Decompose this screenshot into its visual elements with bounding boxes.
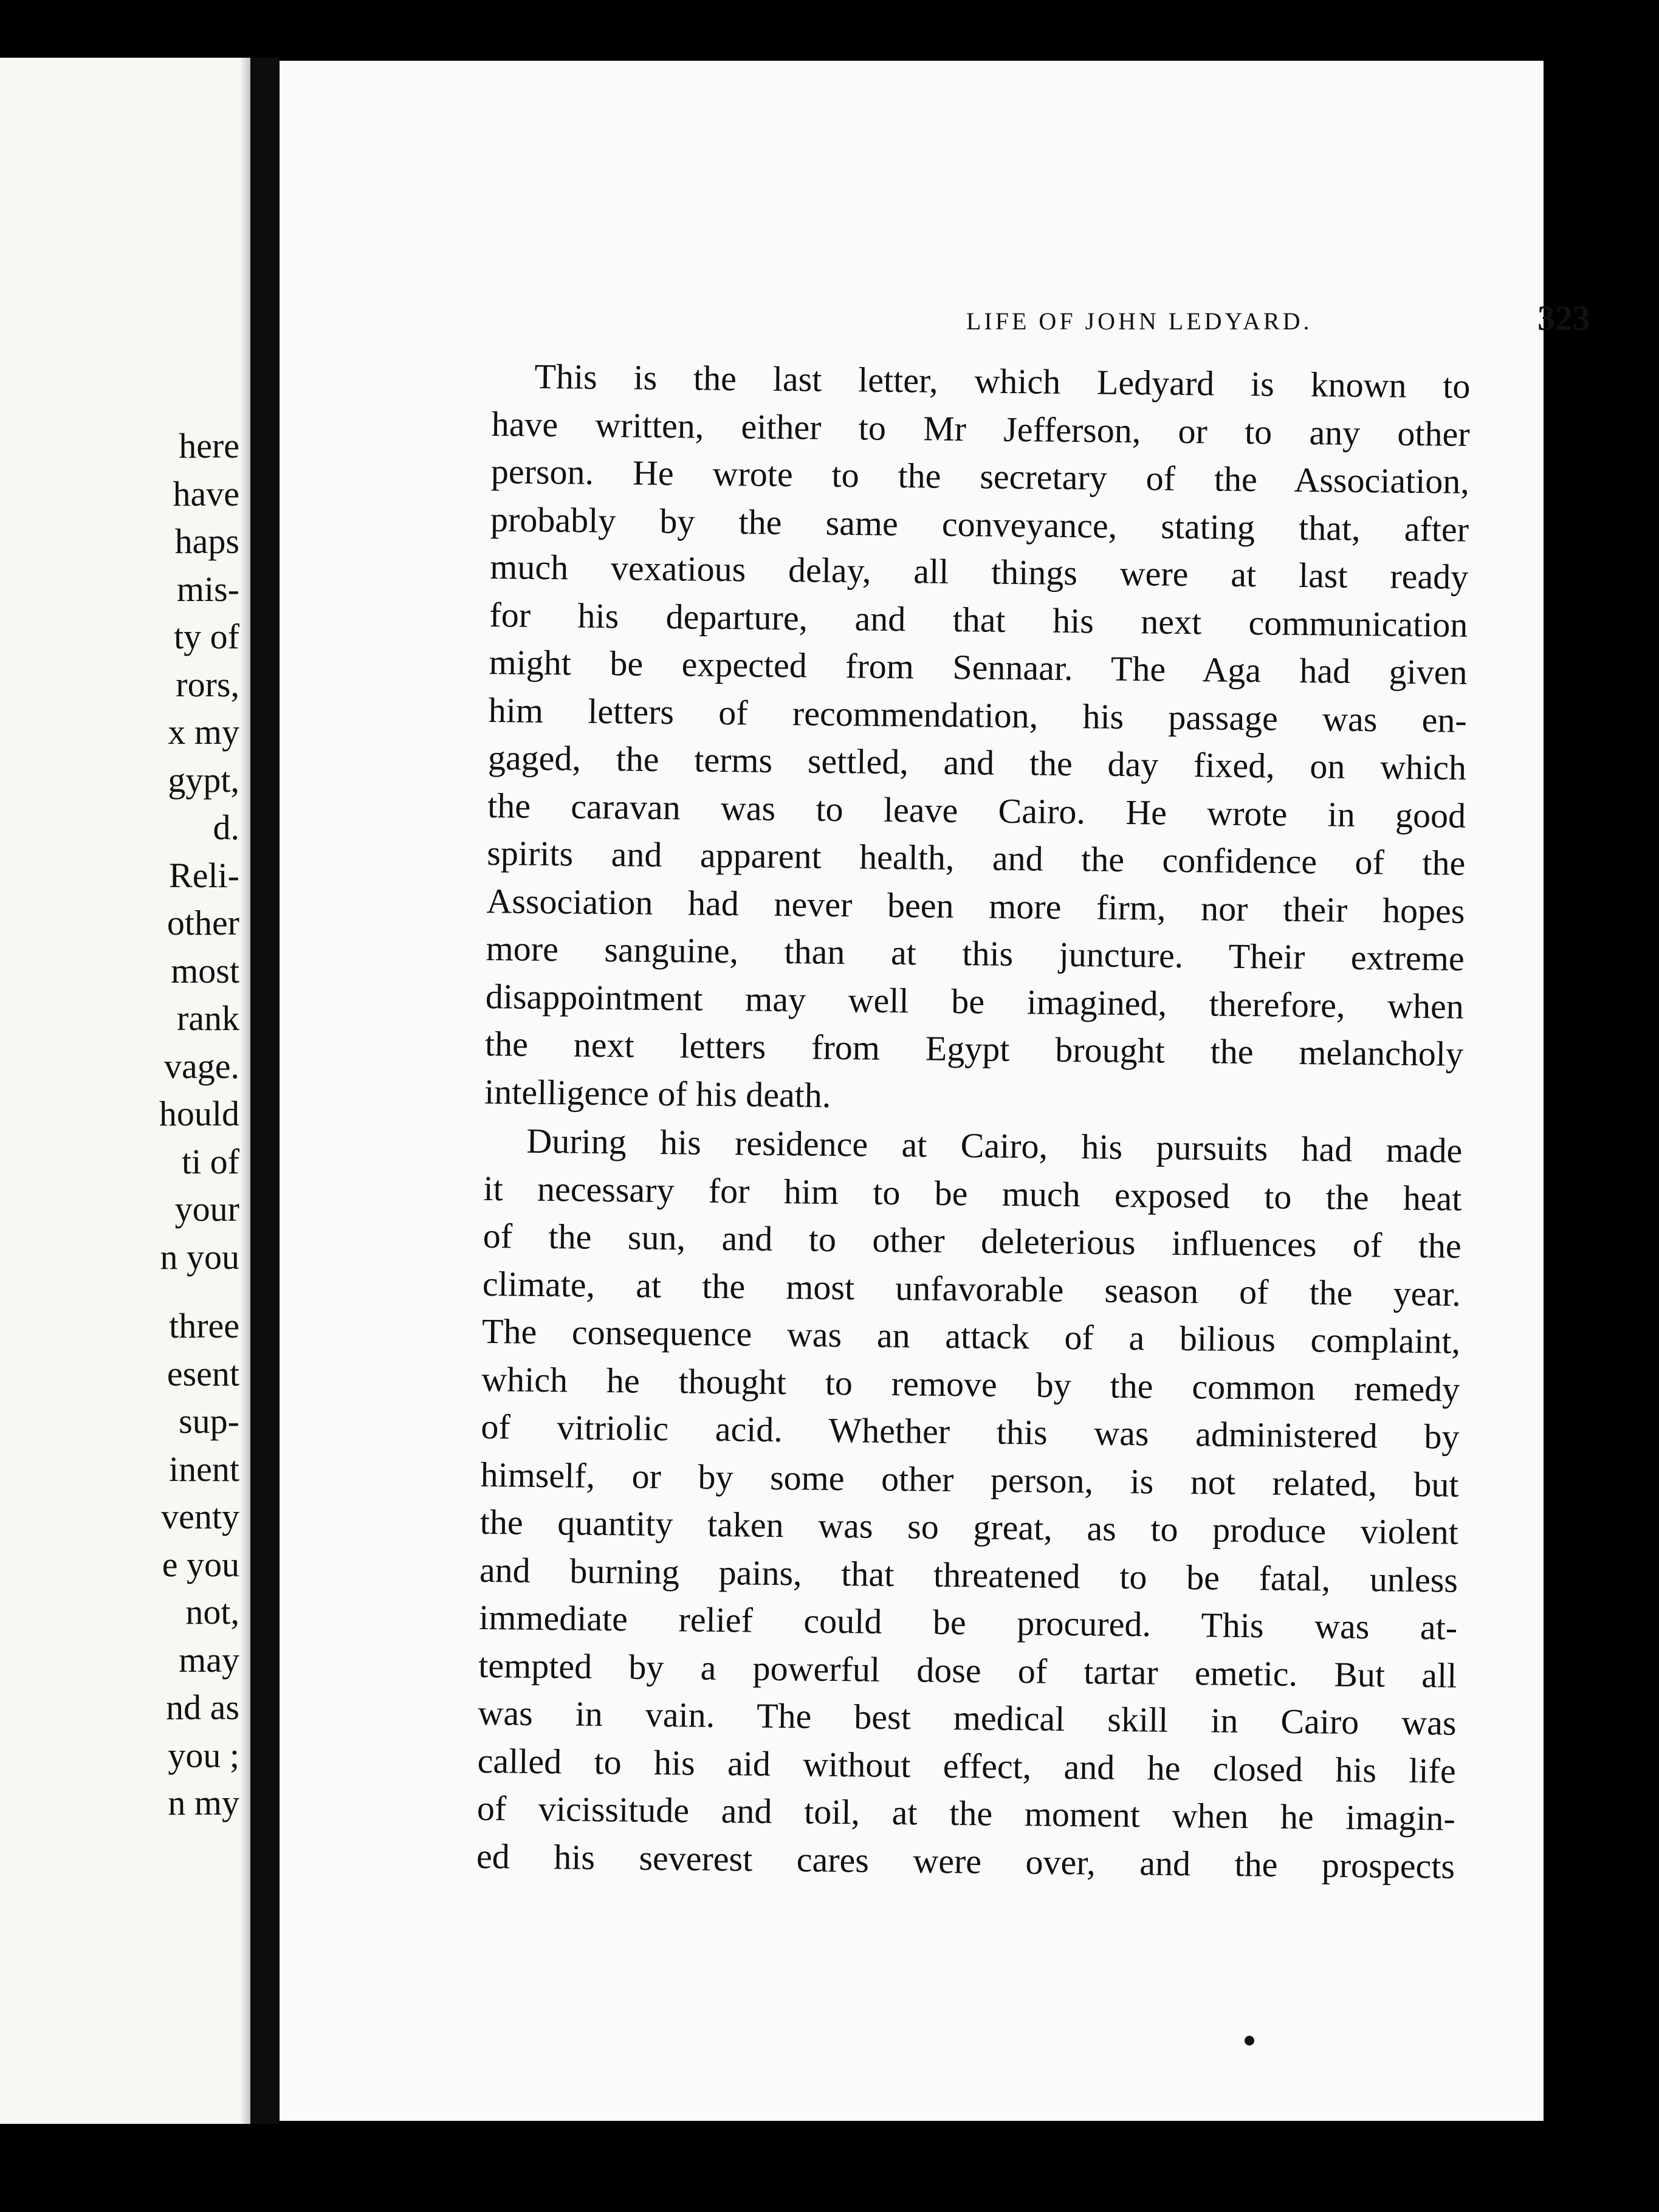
body-text: [476, 352, 1471, 1891]
ink-speck: [1245, 2036, 1254, 2045]
text-line: Association had never been more firm, nor their hopes: [486, 881, 1465, 931]
text-line: During his residence at Cairo, his pursuits had made: [526, 1121, 1463, 1170]
text-line: himself, or by some other person, is not related, but: [480, 1454, 1459, 1505]
text-line: the caravan was to leave Cairo. He wrote in good: [487, 785, 1466, 836]
facing-line: ty of: [174, 617, 239, 656]
facing-line: gypt,: [168, 760, 239, 800]
text-line: intelligence of his death.: [484, 1071, 831, 1115]
facing-line: rank: [176, 998, 239, 1038]
facing-line: nd as: [166, 1688, 239, 1727]
facing-line: n my: [168, 1783, 239, 1822]
facing-line: hould: [159, 1094, 239, 1133]
facing-line: sup-: [179, 1401, 239, 1441]
text-line: probably by the same conveyance, stating that, after: [490, 499, 1469, 549]
page-header: [498, 298, 1659, 346]
text-line: spirits and apparent health, and the confidence of the: [487, 833, 1466, 883]
text-line: which he thought to remove by the common remedy: [481, 1359, 1460, 1409]
text-line: much vexatious delay, all things were at last ready: [489, 546, 1469, 597]
book-page: [280, 61, 1590, 2121]
facing-line: here: [179, 426, 239, 465]
text-line: was in vain. The best medical skill in Cairo was: [478, 1692, 1457, 1743]
text-line: gaged, the terms settled, and the day fixed, on which: [487, 737, 1467, 788]
text-line: tempted by a powerful dose of tartar emetic. But all: [478, 1645, 1457, 1695]
text-line: of the sun, and to other deleterious influences of the: [483, 1215, 1462, 1266]
text-line: him letters of recommendation, his passage was en-: [488, 690, 1468, 740]
book-gutter: [250, 58, 280, 2124]
text-line: the quantity taken was so great, as to produce violent: [479, 1502, 1459, 1552]
text-line: of vicissitude and toil, at the moment when he imagin-: [476, 1788, 1456, 1838]
facing-line: mis-: [176, 569, 239, 609]
facing-line: n you: [160, 1237, 239, 1277]
facing-line: d.: [213, 808, 239, 847]
facing-line: x my: [168, 712, 239, 752]
facing-line: Reli-: [169, 855, 239, 895]
facing-page: [0, 58, 250, 2124]
facing-line: three: [169, 1306, 239, 1345]
text-line: might be expected from Sennaar. The Aga had given: [489, 642, 1468, 692]
facing-line: esent: [167, 1353, 239, 1393]
page-number: 323: [1537, 298, 1590, 338]
facing-line: your: [174, 1189, 239, 1229]
text-line: and burning pains, that threatened to be fatal, unless: [479, 1550, 1458, 1600]
text-line: it necessary for him to be much exposed to the heat: [483, 1168, 1462, 1218]
paragraph: [476, 1117, 1463, 1891]
facing-line: haps: [174, 521, 239, 561]
facing-line: most: [171, 950, 239, 991]
facing-line: inent: [169, 1449, 239, 1489]
text-line: for his departure, and that his next communication: [489, 594, 1468, 645]
facing-line: vage.: [164, 1046, 239, 1086]
facing-line: venty: [161, 1497, 239, 1536]
facing-line: have: [173, 473, 239, 514]
facing-line: ti of: [181, 1141, 239, 1181]
facing-line: e you: [162, 1544, 239, 1584]
paragraph: [484, 352, 1471, 1126]
text-line: called to his aid without effect, and he closed his life: [477, 1740, 1456, 1791]
text-line: more sanguine, than at this juncture. Their extreme: [486, 928, 1465, 978]
text-line: the next letters from Egypt brought the melancholy: [484, 1023, 1464, 1074]
facing-page-text: [159, 422, 239, 1827]
text-line: of vitriolic acid. Whether this was administered by: [481, 1406, 1460, 1457]
text-line: immediate relief could be procured. This was at-: [478, 1597, 1458, 1647]
facing-line: rors,: [176, 664, 239, 704]
text-line: climate, at the most unfavorable season of the year.: [482, 1263, 1461, 1314]
text-line: ed his severest cares were over, and the prospects: [476, 1836, 1455, 1886]
text-line: This is the last letter, which Ledyard is known to: [534, 356, 1471, 406]
facing-line: not,: [185, 1592, 239, 1632]
text-line: person. He wrote to the secretary of the Association,: [490, 451, 1470, 501]
text-line: have written, either to Mr Jefferson, or to any other: [491, 404, 1471, 454]
facing-line: other: [167, 903, 239, 943]
text-line: disappointment may well be imagined, therefore, when: [485, 976, 1465, 1026]
facing-line: may: [179, 1640, 239, 1680]
running-title: LIFE OF JOHN LEDYARD.: [966, 307, 1313, 335]
text-line: The consequence was an attack of a bilious complaint,: [481, 1311, 1461, 1361]
facing-line: you ;: [168, 1735, 239, 1775]
